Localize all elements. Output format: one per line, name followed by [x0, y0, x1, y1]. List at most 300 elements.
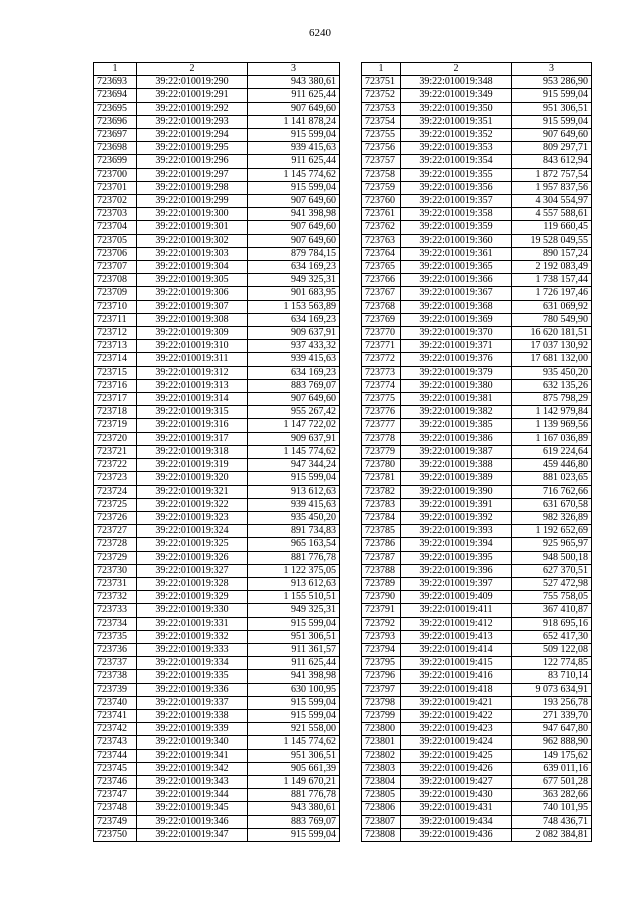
value-cell: 631 069,92 — [512, 300, 592, 313]
value-cell: 965 163,54 — [248, 538, 340, 551]
table-row — [362, 445, 592, 458]
cadastral-number-cell: 39:22:010019:385 — [401, 419, 512, 432]
cadastral-number-cell: 39:22:010019:350 — [401, 102, 512, 115]
table-row — [362, 459, 592, 472]
row-number-cell: 723801 — [362, 736, 401, 749]
table-row — [362, 564, 592, 577]
table-row — [362, 723, 592, 736]
row-number-cell: 723713 — [94, 340, 137, 353]
table-row — [94, 300, 340, 313]
row-number-cell: 723735 — [94, 630, 137, 643]
cadastral-number-cell: 39:22:010019:301 — [137, 221, 248, 234]
value-cell: 1 155 510,51 — [248, 591, 340, 604]
cadastral-number-cell: 39:22:010019:346 — [137, 815, 248, 828]
cadastral-number-cell: 39:22:010019:380 — [401, 379, 512, 392]
value-cell: 1 726 197,46 — [512, 287, 592, 300]
cadastral-number-cell: 39:22:010019:336 — [137, 683, 248, 696]
table-row — [362, 630, 592, 643]
cadastral-number-cell: 39:22:010019:411 — [401, 604, 512, 617]
row-number-cell: 723794 — [362, 643, 401, 656]
row-number-cell: 723743 — [94, 736, 137, 749]
table-row — [94, 76, 340, 89]
value-cell: 937 433,32 — [248, 340, 340, 353]
cadastral-number-cell: 39:22:010019:430 — [401, 789, 512, 802]
value-cell: 193 256,78 — [512, 696, 592, 709]
table-row — [94, 208, 340, 221]
row-number-cell: 723739 — [94, 683, 137, 696]
value-cell: 1 142 979,84 — [512, 406, 592, 419]
table-row — [94, 221, 340, 234]
row-number-cell: 723804 — [362, 775, 401, 788]
row-number-cell: 723745 — [94, 762, 137, 775]
row-number-cell: 723762 — [362, 221, 401, 234]
row-number-cell: 723785 — [362, 525, 401, 538]
row-number-cell: 723775 — [362, 393, 401, 406]
value-cell: 271 339,70 — [512, 709, 592, 722]
row-number-cell: 723742 — [94, 723, 137, 736]
row-number-cell: 723704 — [94, 221, 137, 234]
value-cell: 951 306,51 — [248, 749, 340, 762]
cadastral-number-cell: 39:22:010019:415 — [401, 657, 512, 670]
table-row — [362, 485, 592, 498]
table-row — [94, 498, 340, 511]
row-number-cell: 723790 — [362, 591, 401, 604]
cadastral-number-cell: 39:22:010019:354 — [401, 155, 512, 168]
value-cell: 634 169,23 — [248, 313, 340, 326]
cadastral-number-cell: 39:22:010019:394 — [401, 538, 512, 551]
table-row — [362, 313, 592, 326]
table-row — [362, 617, 592, 630]
value-cell: 915 599,04 — [248, 129, 340, 142]
value-cell: 918 695,16 — [512, 617, 592, 630]
cadastral-number-cell: 39:22:010019:315 — [137, 406, 248, 419]
table-row — [362, 551, 592, 564]
row-number-cell: 723747 — [94, 789, 137, 802]
value-cell: 16 620 181,51 — [512, 327, 592, 340]
table-row — [362, 802, 592, 815]
row-number-cell: 723761 — [362, 208, 401, 221]
table-row — [94, 789, 340, 802]
row-number-cell: 723698 — [94, 142, 137, 155]
value-cell: 947 344,24 — [248, 459, 340, 472]
cadastral-number-cell: 39:22:010019:387 — [401, 445, 512, 458]
row-number-cell: 723730 — [94, 564, 137, 577]
value-cell: 935 450,20 — [248, 511, 340, 524]
row-number-cell: 723737 — [94, 657, 137, 670]
cadastral-number-cell: 39:22:010019:333 — [137, 643, 248, 656]
row-number-cell: 723750 — [94, 828, 137, 841]
value-cell: 459 446,80 — [512, 459, 592, 472]
table-row — [362, 287, 592, 300]
row-number-cell: 723808 — [362, 828, 401, 841]
value-cell: 639 011,16 — [512, 762, 592, 775]
table-row — [94, 696, 340, 709]
cadastral-number-cell: 39:22:010019:307 — [137, 300, 248, 313]
cadastral-number-cell: 39:22:010019:426 — [401, 762, 512, 775]
row-number-cell: 723693 — [94, 76, 137, 89]
table-row — [94, 762, 340, 775]
cadastral-number-cell: 39:22:010019:434 — [401, 815, 512, 828]
column-header: 2 — [137, 63, 248, 76]
value-cell: 149 175,62 — [512, 749, 592, 762]
cadastral-number-cell: 39:22:010019:366 — [401, 274, 512, 287]
row-number-cell: 723778 — [362, 432, 401, 445]
row-number-cell: 723724 — [94, 485, 137, 498]
cadastral-number-cell: 39:22:010019:422 — [401, 709, 512, 722]
cadastral-number-cell: 39:22:010019:382 — [401, 406, 512, 419]
row-number-cell: 723751 — [362, 76, 401, 89]
row-number-cell: 723710 — [94, 300, 137, 313]
table-row — [362, 696, 592, 709]
table-row — [362, 472, 592, 485]
cadastral-number-cell: 39:22:010019:371 — [401, 340, 512, 353]
row-number-cell: 723758 — [362, 168, 401, 181]
table-row — [362, 155, 592, 168]
value-cell: 83 710,14 — [512, 670, 592, 683]
cadastral-number-cell: 39:22:010019:317 — [137, 432, 248, 445]
value-cell: 755 758,05 — [512, 591, 592, 604]
row-number-cell: 723765 — [362, 261, 401, 274]
cadastral-number-cell: 39:22:010019:298 — [137, 181, 248, 194]
cadastral-number-cell: 39:22:010019:353 — [401, 142, 512, 155]
table-row — [94, 591, 340, 604]
table-row — [94, 630, 340, 643]
table-row — [362, 511, 592, 524]
row-number-cell: 723748 — [94, 802, 137, 815]
row-number-cell: 723711 — [94, 313, 137, 326]
cadastral-number-cell: 39:22:010019:393 — [401, 525, 512, 538]
value-cell: 907 649,60 — [512, 129, 592, 142]
value-cell: 881 776,78 — [248, 551, 340, 564]
row-number-cell: 723740 — [94, 696, 137, 709]
row-number-cell: 723756 — [362, 142, 401, 155]
table-row — [362, 208, 592, 221]
row-number-cell: 723696 — [94, 115, 137, 128]
row-number-cell: 723769 — [362, 313, 401, 326]
value-cell: 1 122 375,05 — [248, 564, 340, 577]
table-row — [94, 313, 340, 326]
cadastral-number-cell: 39:22:010019:423 — [401, 723, 512, 736]
table-row — [94, 115, 340, 128]
table-row — [94, 195, 340, 208]
cadastral-number-cell: 39:22:010019:327 — [137, 564, 248, 577]
value-cell: 915 599,04 — [248, 181, 340, 194]
value-cell: 883 769,07 — [248, 379, 340, 392]
table-row — [94, 393, 340, 406]
row-number-cell: 723787 — [362, 551, 401, 564]
cadastral-number-cell: 39:22:010019:368 — [401, 300, 512, 313]
cadastral-number-cell: 39:22:010019:365 — [401, 261, 512, 274]
value-cell: 1 139 969,56 — [512, 419, 592, 432]
row-number-cell: 723784 — [362, 511, 401, 524]
table-row — [362, 683, 592, 696]
value-cell: 915 599,04 — [512, 89, 592, 102]
table-row — [94, 181, 340, 194]
row-number-cell: 723797 — [362, 683, 401, 696]
value-cell: 509 122,08 — [512, 643, 592, 656]
row-number-cell: 723768 — [362, 300, 401, 313]
cadastral-number-cell: 39:22:010019:427 — [401, 775, 512, 788]
row-number-cell: 723705 — [94, 234, 137, 247]
value-cell: 363 282,66 — [512, 789, 592, 802]
row-number-cell: 723717 — [94, 393, 137, 406]
table-row — [94, 353, 340, 366]
cadastral-number-cell: 39:22:010019:344 — [137, 789, 248, 802]
row-number-cell: 723802 — [362, 749, 401, 762]
table-row — [362, 340, 592, 353]
row-number-cell: 723744 — [94, 749, 137, 762]
value-cell: 941 398,98 — [248, 208, 340, 221]
value-cell: 939 415,63 — [248, 498, 340, 511]
value-cell: 1 149 670,21 — [248, 775, 340, 788]
table-row — [94, 828, 340, 841]
cadastral-number-cell: 39:22:010019:321 — [137, 485, 248, 498]
row-number-cell: 723753 — [362, 102, 401, 115]
table-row — [94, 419, 340, 432]
cadastral-number-cell: 39:22:010019:328 — [137, 577, 248, 590]
cadastral-number-cell: 39:22:010019:351 — [401, 115, 512, 128]
row-number-cell: 723712 — [94, 327, 137, 340]
value-cell: 2 192 083,49 — [512, 261, 592, 274]
value-cell: 905 661,39 — [248, 762, 340, 775]
table-row — [362, 762, 592, 775]
value-cell: 780 549,90 — [512, 313, 592, 326]
value-cell: 943 380,61 — [248, 76, 340, 89]
value-cell: 911 625,44 — [248, 89, 340, 102]
table-row — [94, 564, 340, 577]
table-row — [94, 802, 340, 815]
table-row — [362, 142, 592, 155]
table-row — [94, 472, 340, 485]
table-row — [94, 775, 340, 788]
row-number-cell: 723718 — [94, 406, 137, 419]
row-number-cell: 723732 — [94, 591, 137, 604]
table-row — [94, 247, 340, 260]
value-cell: 1 147 722,02 — [248, 419, 340, 432]
table-row — [94, 142, 340, 155]
cadastral-number-cell: 39:22:010019:331 — [137, 617, 248, 630]
value-cell: 881 776,78 — [248, 789, 340, 802]
row-number-cell: 723719 — [94, 419, 137, 432]
value-cell: 1 872 757,54 — [512, 168, 592, 181]
row-number-cell: 723767 — [362, 287, 401, 300]
table-row — [362, 604, 592, 617]
cadastral-number-cell: 39:22:010019:302 — [137, 234, 248, 247]
value-cell: 809 297,71 — [512, 142, 592, 155]
value-cell: 907 649,60 — [248, 221, 340, 234]
table-row — [94, 366, 340, 379]
cadastral-number-cell: 39:22:010019:413 — [401, 630, 512, 643]
row-number-cell: 723788 — [362, 564, 401, 577]
table-row — [362, 168, 592, 181]
row-number-cell: 723805 — [362, 789, 401, 802]
table-row — [94, 815, 340, 828]
table-row — [94, 525, 340, 538]
row-number-cell: 723722 — [94, 459, 137, 472]
table-row — [94, 709, 340, 722]
table-row — [362, 181, 592, 194]
cadastral-number-cell: 39:22:010019:299 — [137, 195, 248, 208]
value-cell: 17 681 132,00 — [512, 353, 592, 366]
row-number-cell: 723725 — [94, 498, 137, 511]
value-cell: 951 306,51 — [248, 630, 340, 643]
cadastral-number-cell: 39:22:010019:397 — [401, 577, 512, 590]
row-number-cell: 723700 — [94, 168, 137, 181]
table-row — [362, 670, 592, 683]
table-row — [362, 736, 592, 749]
cadastral-number-cell: 39:22:010019:303 — [137, 247, 248, 260]
table-row — [362, 89, 592, 102]
value-cell: 740 101,95 — [512, 802, 592, 815]
cadastral-number-cell: 39:22:010019:392 — [401, 511, 512, 524]
cadastral-number-cell: 39:22:010019:388 — [401, 459, 512, 472]
row-number-cell: 723792 — [362, 617, 401, 630]
value-cell: 1 145 774,62 — [248, 445, 340, 458]
row-number-cell: 723764 — [362, 247, 401, 260]
row-number-cell: 723707 — [94, 261, 137, 274]
table-row — [362, 406, 592, 419]
cadastral-number-cell: 39:22:010019:418 — [401, 683, 512, 696]
row-number-cell: 723706 — [94, 247, 137, 260]
cadastral-number-cell: 39:22:010019:396 — [401, 564, 512, 577]
cadastral-number-cell: 39:22:010019:381 — [401, 393, 512, 406]
table-row — [94, 604, 340, 617]
row-number-cell: 723694 — [94, 89, 137, 102]
cadastral-number-cell: 39:22:010019:425 — [401, 749, 512, 762]
value-cell: 925 965,97 — [512, 538, 592, 551]
value-cell: 939 415,63 — [248, 142, 340, 155]
row-number-cell: 723695 — [94, 102, 137, 115]
table-row — [362, 76, 592, 89]
cadastral-number-cell: 39:22:010019:319 — [137, 459, 248, 472]
cadastral-number-cell: 39:22:010019:293 — [137, 115, 248, 128]
value-cell: 982 326,89 — [512, 511, 592, 524]
value-cell: 634 169,23 — [248, 366, 340, 379]
row-number-cell: 723776 — [362, 406, 401, 419]
column-header: 1 — [362, 63, 401, 76]
row-number-cell: 723757 — [362, 155, 401, 168]
value-cell: 911 625,44 — [248, 155, 340, 168]
table-row — [94, 168, 340, 181]
row-number-cell: 723793 — [362, 630, 401, 643]
value-cell: 915 599,04 — [248, 696, 340, 709]
column-header: 3 — [248, 63, 340, 76]
table-row — [362, 327, 592, 340]
cadastral-number-cell: 39:22:010019:391 — [401, 498, 512, 511]
value-cell: 948 500,18 — [512, 551, 592, 564]
table-row — [94, 551, 340, 564]
row-number-cell: 723714 — [94, 353, 137, 366]
cadastral-number-cell: 39:22:010019:342 — [137, 762, 248, 775]
cadastral-number-cell: 39:22:010019:326 — [137, 551, 248, 564]
value-cell: 915 599,04 — [512, 115, 592, 128]
row-number-cell: 723770 — [362, 327, 401, 340]
table-row — [362, 749, 592, 762]
table-row — [94, 577, 340, 590]
row-number-cell: 723721 — [94, 445, 137, 458]
row-number-cell: 723807 — [362, 815, 401, 828]
row-number-cell: 723803 — [362, 762, 401, 775]
row-number-cell: 723755 — [362, 129, 401, 142]
row-number-cell: 723786 — [362, 538, 401, 551]
table-left — [93, 62, 340, 842]
cadastral-number-cell: 39:22:010019:357 — [401, 195, 512, 208]
cadastral-number-cell: 39:22:010019:310 — [137, 340, 248, 353]
table-row — [94, 287, 340, 300]
value-cell: 915 599,04 — [248, 709, 340, 722]
value-cell: 935 450,20 — [512, 366, 592, 379]
row-number-cell: 723752 — [362, 89, 401, 102]
value-cell: 962 888,90 — [512, 736, 592, 749]
cadastral-number-cell: 39:22:010019:338 — [137, 709, 248, 722]
table-row — [94, 683, 340, 696]
table-row — [362, 115, 592, 128]
cadastral-number-cell: 39:22:010019:341 — [137, 749, 248, 762]
cadastral-number-cell: 39:22:010019:312 — [137, 366, 248, 379]
cadastral-number-cell: 39:22:010019:304 — [137, 261, 248, 274]
cadastral-number-cell: 39:22:010019:424 — [401, 736, 512, 749]
value-cell: 915 599,04 — [248, 828, 340, 841]
table-row — [362, 247, 592, 260]
row-number-cell: 723782 — [362, 485, 401, 498]
cadastral-number-cell: 39:22:010019:359 — [401, 221, 512, 234]
value-cell: 915 599,04 — [248, 617, 340, 630]
value-cell: 367 410,87 — [512, 604, 592, 617]
value-cell: 947 647,80 — [512, 723, 592, 736]
cadastral-number-cell: 39:22:010019:290 — [137, 76, 248, 89]
table-row — [362, 657, 592, 670]
cadastral-number-cell: 39:22:010019:332 — [137, 630, 248, 643]
value-cell: 901 683,95 — [248, 287, 340, 300]
table-row — [94, 155, 340, 168]
row-number-cell: 723701 — [94, 181, 137, 194]
cadastral-number-cell: 39:22:010019:348 — [401, 76, 512, 89]
cadastral-number-cell: 39:22:010019:294 — [137, 129, 248, 142]
column-header: 2 — [401, 63, 512, 76]
row-number-cell: 723720 — [94, 432, 137, 445]
cadastral-number-cell: 39:22:010019:316 — [137, 419, 248, 432]
value-cell: 619 224,64 — [512, 445, 592, 458]
table-row — [94, 340, 340, 353]
table-row — [94, 129, 340, 142]
cadastral-number-cell: 39:22:010019:296 — [137, 155, 248, 168]
row-number-cell: 723789 — [362, 577, 401, 590]
cadastral-number-cell: 39:22:010019:412 — [401, 617, 512, 630]
value-cell: 907 649,60 — [248, 234, 340, 247]
value-cell: 19 528 049,55 — [512, 234, 592, 247]
cadastral-number-cell: 39:22:010019:349 — [401, 89, 512, 102]
table-row — [362, 789, 592, 802]
table-row — [94, 261, 340, 274]
value-cell: 527 472,98 — [512, 577, 592, 590]
cadastral-number-cell: 39:22:010019:337 — [137, 696, 248, 709]
value-cell: 891 734,83 — [248, 525, 340, 538]
table-row — [362, 234, 592, 247]
cadastral-number-cell: 39:22:010019:370 — [401, 327, 512, 340]
cadastral-number-cell: 39:22:010019:308 — [137, 313, 248, 326]
row-number-cell: 723796 — [362, 670, 401, 683]
value-cell: 1 145 774,62 — [248, 168, 340, 181]
row-number-cell: 723791 — [362, 604, 401, 617]
row-number-cell: 723783 — [362, 498, 401, 511]
value-cell: 17 037 130,92 — [512, 340, 592, 353]
value-cell: 913 612,63 — [248, 577, 340, 590]
value-cell: 875 798,29 — [512, 393, 592, 406]
table-row — [362, 261, 592, 274]
cadastral-number-cell: 39:22:010019:355 — [401, 168, 512, 181]
cadastral-number-cell: 39:22:010019:379 — [401, 366, 512, 379]
value-cell: 677 501,28 — [512, 775, 592, 788]
